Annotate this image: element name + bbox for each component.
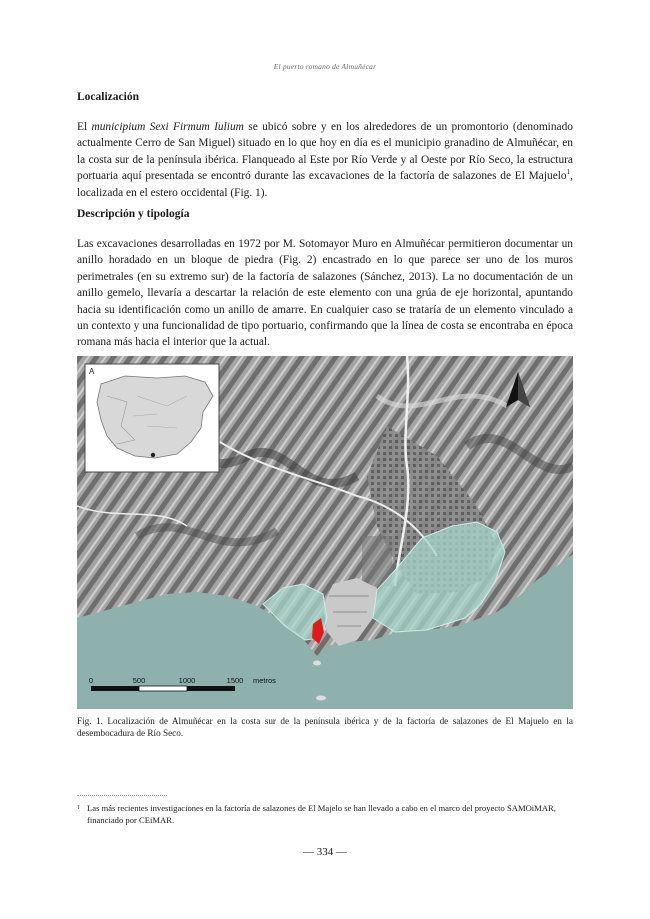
paragraph-text: , localizada en el estero occidental (Fig. 1). (77, 170, 573, 199)
footnote-reference[interactable]: 1 (566, 168, 571, 177)
islet (316, 696, 326, 701)
aerial-map (77, 356, 573, 709)
footnote-divider (77, 795, 167, 796)
scale-unit: metros (253, 676, 276, 685)
running-header: El puerto romano de Almuñécar (273, 62, 377, 71)
footnote-mark: 1 (77, 805, 80, 811)
footnote-text: Las más recientes investigaciones en la factoría de salazones de El Majelo se han llevado a cabo en el marco del proyecto SAMOiMAR, financiado por CEiMAR. (87, 803, 556, 825)
inset-label: A (89, 367, 95, 376)
paragraph-text: El (77, 121, 92, 133)
latin-name: municipium Sexi Firmum Iulium (91, 121, 244, 133)
islet (313, 661, 321, 666)
page-number: — 334 — (303, 846, 347, 858)
section-heading-descripcion: Descripción y tipología (77, 208, 190, 220)
iberia-inset-map (85, 364, 219, 472)
scale-tick-label: 500 (132, 676, 146, 685)
section-heading-localizacion: Localización (77, 91, 139, 103)
location-map-figure (77, 356, 573, 709)
footnote (77, 803, 573, 826)
scale-tick-label: 1000 (178, 676, 196, 685)
paragraph-text: se ubicó sobre y en los alrededores de un promontorio (denominado actualmente Cerro de San Miguel) situado en lo que hoy en día es el municipio granadino de Almuñécar, en la costa sur de la península ibérica. Flanqueado al Este por Río Verde y al Oeste por Río Seco, la estructura portuaria aquí presentada se encontró durante las excavaciones de la factoría de salazones de El Majuelo (77, 121, 573, 183)
paragraph-descripcion: Las excavaciones desarrolladas en 1972 por M. Sotomayor Muro en Almuñécar permitieron documentar un anillo horadado en un bloque de piedra (Fig. 2) encastrado en lo que parece ser uno de los muros perimetrales (en su extremo sur) de la factoría de salazones (Sánchez, 2013). La no documentación de un anillo gemelo, llevaría a descartar la relación de este elemento con una grúa de eje horizontal, apuntando hacia su identificación como un anillo de amarre. En cualquier caso se trataría de un elemento vinculado a un contexto y una funcionalidad de tipo portuario, confirmando que la línea de costa se encontraba en época romana más hacia el interior que la actual. (77, 238, 573, 349)
paragraph-localizacion (77, 119, 573, 201)
figure-caption: Fig. 1. Localización de Almuñécar en la costa sur de la península ibérica y de la factoría de salazones de El Majuelo en la desembocadura de Río Seco. (77, 716, 573, 739)
scale-tick-label: 0 (88, 676, 94, 685)
scale-tick-label: 1500 (226, 676, 244, 685)
